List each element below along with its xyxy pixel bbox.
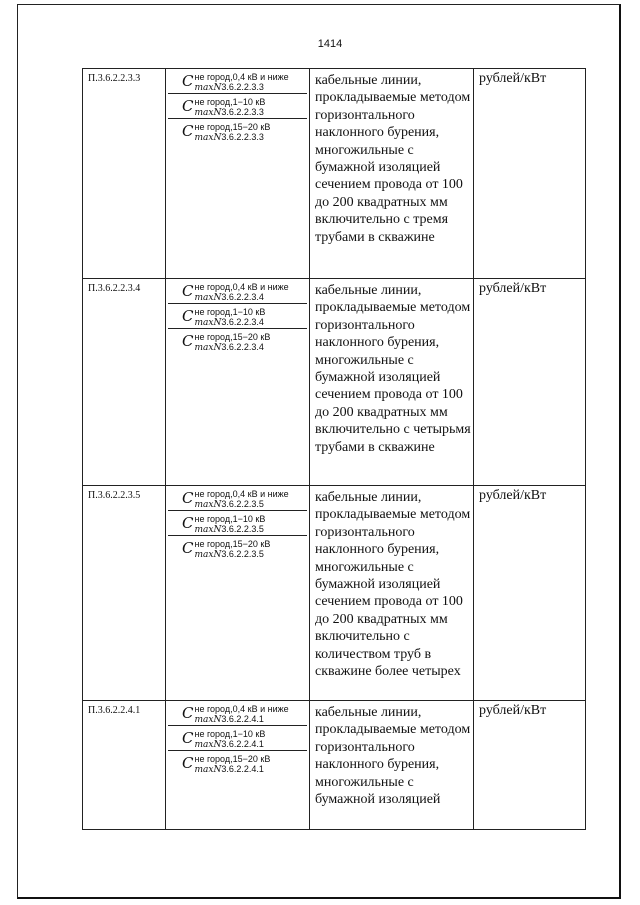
formula-superscript: не город,15−20 кВ [194,539,271,549]
formula-subscript-var: maxN [194,343,222,353]
formula-subscript-code: 3.6.2.2.4.1 [221,739,264,749]
formula-subscript-var: maxN [194,740,222,750]
formula-symbol: C [182,704,194,722]
item-description: кабельные линии, прокладываемые методом горизонтального наклонного бурения, многожильные с бумажной изоляцией сечением провода от 100 до 200 квадратных мм включительно с тремя трубами в скважине [310,69,474,279]
formula-subscript-code: 3.6.2.2.4.1 [221,764,264,774]
formula-superscript: не город,1−10 кВ [194,514,266,524]
page-number: 1414 [317,38,343,50]
formula-subscript [182,132,307,143]
formula-subscript [182,292,307,303]
formula-subscript-code: 3.6.2.2.3.4 [221,292,264,302]
rate-formula [168,701,307,726]
table-row [83,486,586,701]
formula-cell [166,279,310,486]
formula-subscript-var: maxN [194,83,222,93]
rate-formula [168,119,307,144]
item-code: П.3.6.2.2.3.5 [83,486,166,701]
formula-cell [166,69,310,279]
formula-subscript-var: maxN [194,550,222,560]
table-row [83,279,586,486]
formula-subscript-var: maxN [194,108,222,118]
item-description: кабельные линии, прокладываемые методом горизонтального наклонного бурения, многожильные с бумажной изоляцией сечением провода от 100 до 200 квадратных мм включительно с четырьмя трубами в скважине [310,279,474,486]
item-unit: рублей/кВт [474,69,586,279]
formula-subscript [182,524,307,535]
item-unit: рублей/кВт [474,486,586,701]
rate-formula [168,94,307,119]
formula-subscript-code: 3.6.2.2.3.5 [221,549,264,559]
item-code: П.3.6.2.2.3.3 [83,69,166,279]
item-code: П.3.6.2.2.4.1 [83,701,166,830]
formula-subscript-code: 3.6.2.2.3.4 [221,342,264,352]
formula-symbol: C [182,514,194,532]
item-description: кабельные линии, прокладываемые методом горизонтального наклонного бурения, многожильные с бумажной изоляцией [310,701,474,830]
formula-superscript: не город,15−20 кВ [194,754,271,764]
formula-symbol: C [182,282,194,300]
formula-subscript [182,739,307,750]
rate-formula [168,486,307,511]
rate-formula [168,751,307,776]
formula-subscript [182,107,307,118]
rate-formula [168,511,307,536]
formula-subscript-code: 3.6.2.2.3.4 [221,317,264,327]
formula-cell [166,701,310,830]
formula-symbol: C [182,97,194,115]
formula-superscript: не город,0,4 кВ и ниже [194,72,289,82]
formula-symbol: C [182,489,194,507]
rate-formula [168,329,307,354]
formula-subscript-var: maxN [194,500,222,510]
formula-symbol: C [182,122,194,140]
formula-superscript: не город,0,4 кВ и ниже [194,704,289,714]
item-code: П.3.6.2.2.3.4 [83,279,166,486]
formula-subscript [182,714,307,725]
formula-subscript-code: 3.6.2.2.3.3 [221,132,264,142]
tariff-table [82,68,586,830]
rate-formula [168,304,307,329]
rate-formula [168,726,307,751]
item-unit: рублей/кВт [474,701,586,830]
formula-superscript: не город,1−10 кВ [194,729,266,739]
formula-subscript-code: 3.6.2.2.3.3 [221,107,264,117]
item-unit: рублей/кВт [474,279,586,486]
rate-formula [168,536,307,561]
formula-subscript-var: maxN [194,318,222,328]
formula-subscript [182,342,307,353]
formula-subscript [182,317,307,328]
formula-subscript-code: 3.6.2.2.4.1 [221,714,264,724]
formula-subscript [182,764,307,775]
formula-superscript: не город,15−20 кВ [194,122,271,132]
formula-symbol: C [182,729,194,747]
formula-subscript-code: 3.6.2.2.3.5 [221,499,264,509]
rate-formula [168,69,307,94]
formula-subscript-code: 3.6.2.2.3.3 [221,82,264,92]
formula-superscript: не город,15−20 кВ [194,332,271,342]
formula-symbol: C [182,754,194,772]
item-description: кабельные линии, прокладываемые методом горизонтального наклонного бурения, многожильные с бумажной изоляцией сечением провода от 100 до 200 квадратных мм включительно с количеством труб в скважине более четырех [310,486,474,701]
formula-subscript-var: maxN [194,765,222,775]
formula-superscript: не город,0,4 кВ и ниже [194,282,289,292]
table-row [83,701,586,830]
formula-superscript: не город,1−10 кВ [194,97,266,107]
formula-subscript-var: maxN [194,715,222,725]
formula-subscript-code: 3.6.2.2.3.5 [221,524,264,534]
formula-cell [166,486,310,701]
formula-subscript-var: maxN [194,133,222,143]
formula-subscript-var: maxN [194,525,222,535]
formula-subscript [182,499,307,510]
formula-subscript [182,82,307,93]
formula-symbol: C [182,539,194,557]
formula-superscript: не город,0,4 кВ и ниже [194,489,289,499]
formula-symbol: C [182,332,194,350]
formula-symbol: C [182,72,194,90]
formula-subscript-var: maxN [194,293,222,303]
formula-superscript: не город,1−10 кВ [194,307,266,317]
rate-formula [168,279,307,304]
formula-subscript [182,549,307,560]
formula-symbol: C [182,307,194,325]
table-row [83,69,586,279]
